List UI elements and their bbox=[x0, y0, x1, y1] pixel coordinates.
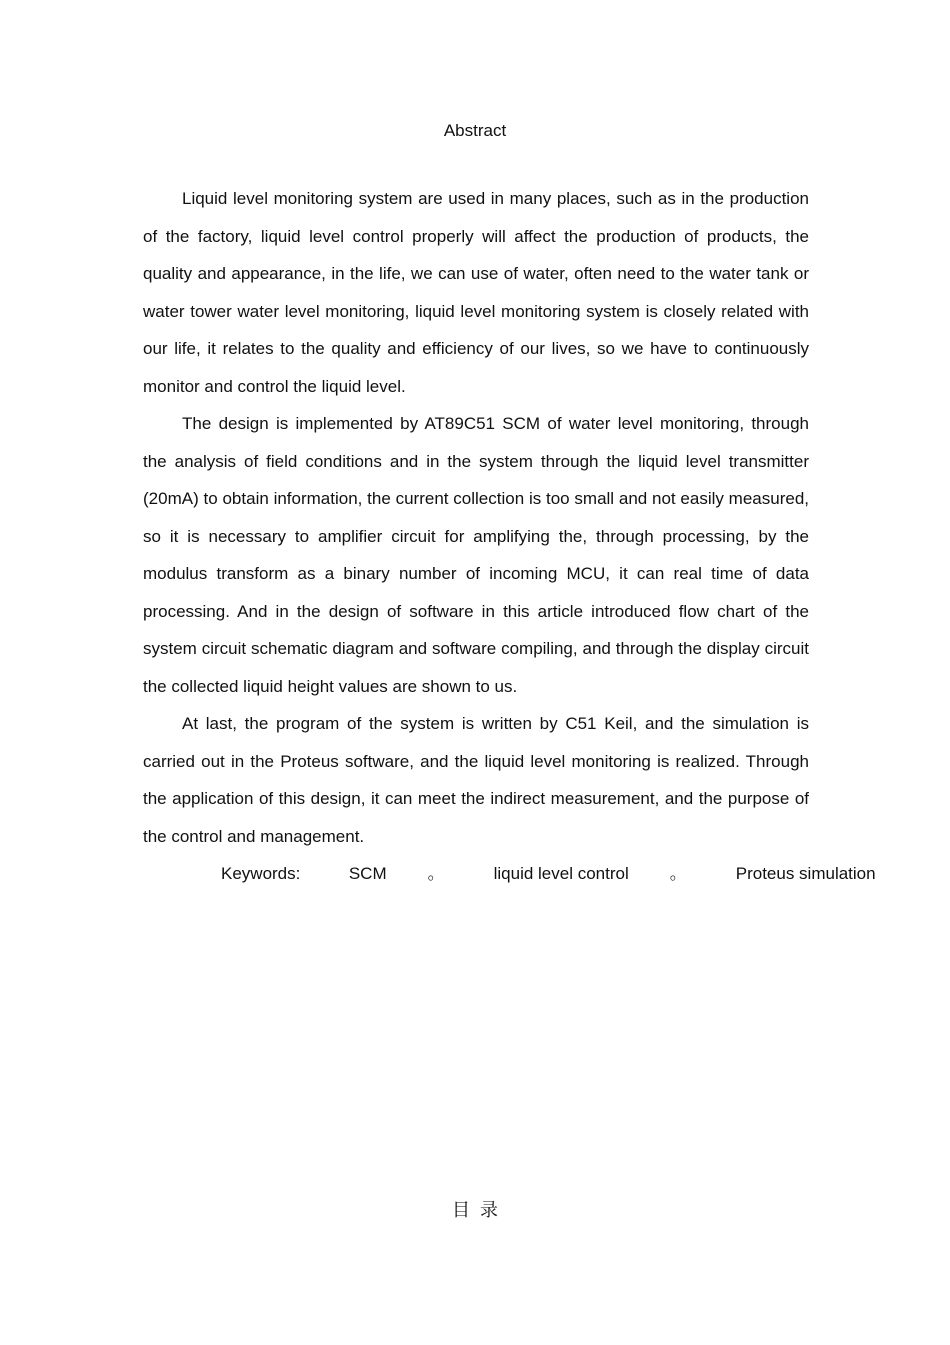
keyword-separator: 。 bbox=[427, 864, 445, 883]
keywords-line bbox=[143, 855, 876, 893]
keyword-item: Proteus simulation bbox=[735, 864, 876, 883]
abstract-body bbox=[143, 180, 876, 893]
keyword-item: SCM bbox=[348, 864, 387, 883]
abstract-paragraph-2: The design is implemented by AT89C51 SCM of water level monitoring, through the analysis of field conditions and in the system through the liquid level transmitter (20mA) to obtain information, the current collection is too small and not easily measured, so it is necessary to amplifier circuit for amplifying the, through processing, by the modulus transform as a binary number of incoming MCU, it can real time of data processing. And in the design of software in this article introduced flow chart of the system circuit schematic diagram and software compiling, and through the display circuit the collected liquid height values are shown to us. bbox=[143, 414, 809, 696]
keyword-item: liquid level control bbox=[493, 864, 629, 883]
abstract-paragraph-3: At last, the program of the system is written by C51 Keil, and the simulation is carried out in the Proteus software, and the liquid level monitoring is realized. Through the application of this design, it can meet the indirect measurement, and the purpose of the control and management. bbox=[143, 714, 809, 846]
keyword-separator: 。 bbox=[669, 864, 687, 883]
keywords-label: Keywords: bbox=[221, 864, 301, 883]
toc-heading: 目录 bbox=[452, 1200, 508, 1221]
abstract-paragraph-1: Liquid level monitoring system are used in many places, such as in the production of the factory, liquid level control properly will affect the production of products, the quality and appearance, in the life, we can use of water, often need to the water tank or water tower water level monitoring, liquid level monitoring system is closely related with our life, it relates to the quality and efficiency of our lives, so we have to continuously monitor and control the liquid level. bbox=[143, 189, 809, 396]
abstract-title: Abstract bbox=[443, 121, 507, 140]
